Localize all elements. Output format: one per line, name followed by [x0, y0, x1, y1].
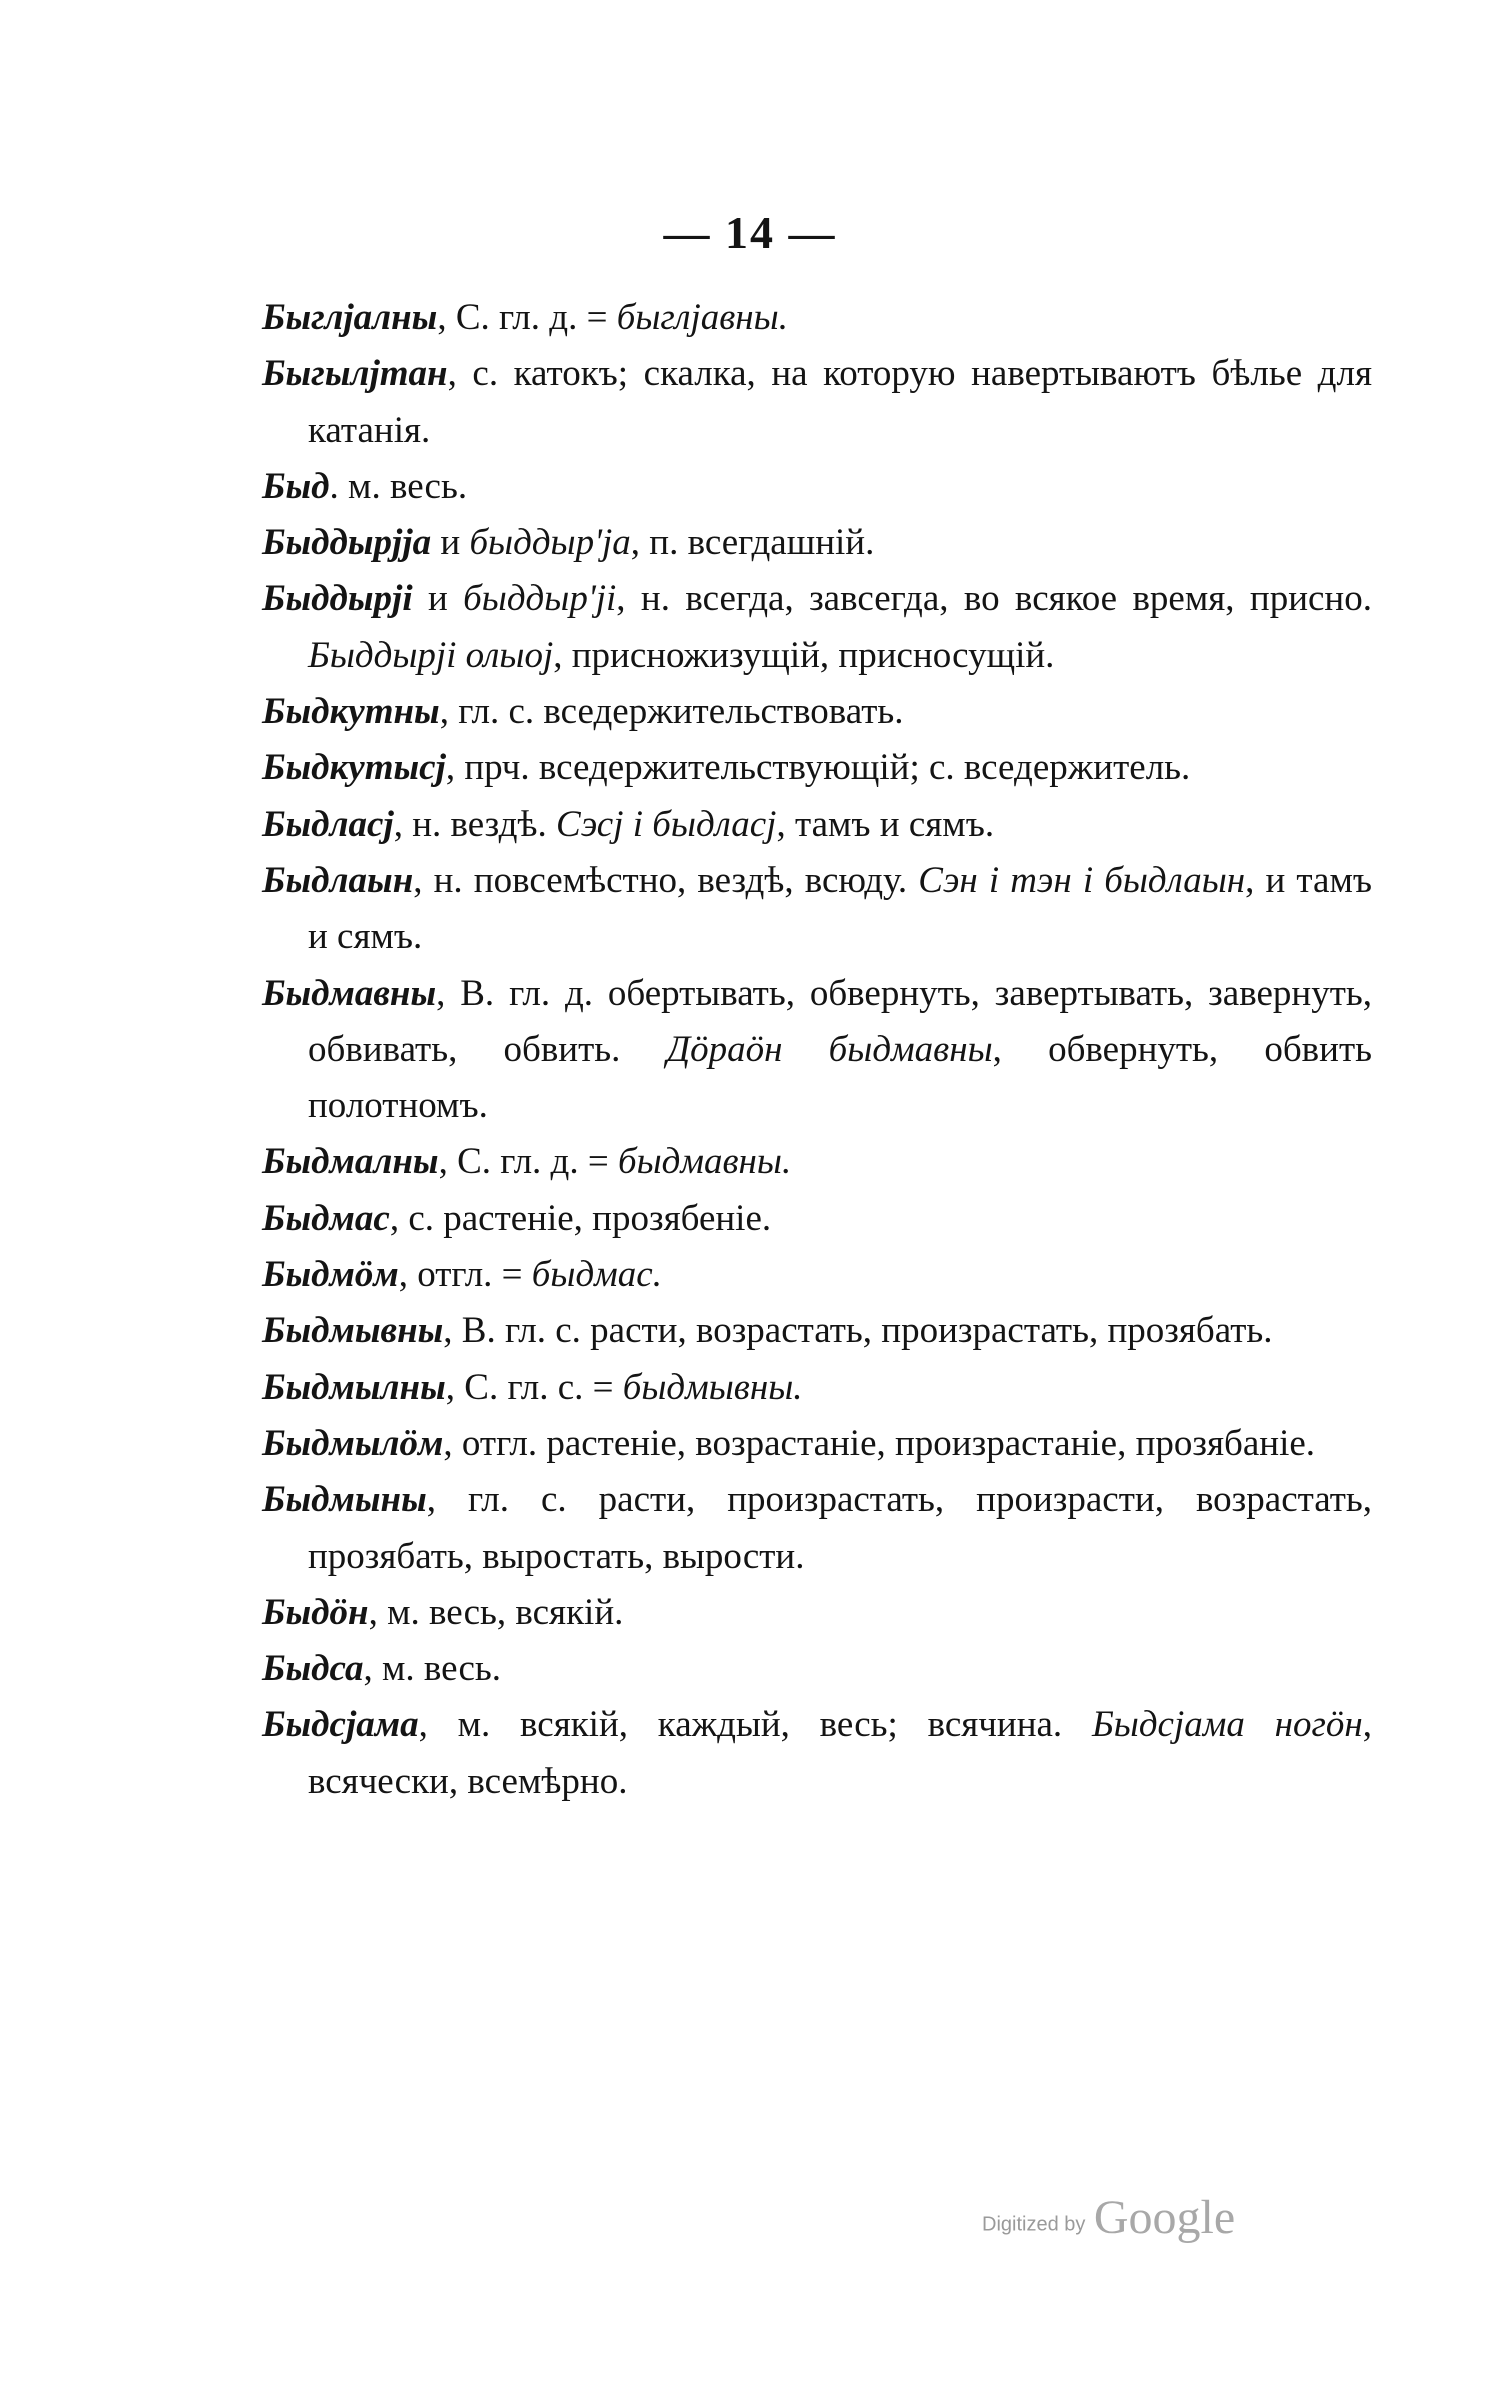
dictionary-entry: [262, 515, 1372, 571]
headword: Быддырјі: [262, 578, 413, 620]
dictionary-entry: [262, 1247, 1372, 1303]
italic-text: Дöраöн быдмавны: [666, 1028, 993, 1070]
dictionary-entry: [262, 853, 1372, 966]
italic-text: Сэсј і быдласј: [556, 803, 777, 845]
italic-text: быддыр'јі: [463, 578, 617, 620]
headword: Быддырјја: [262, 522, 432, 564]
dictionary-entry: [262, 1697, 1372, 1810]
definition-text: , гл. с. расти, произрастать, произрасти, возрастать, прозябать, выростать, вырости.: [308, 1479, 1372, 1577]
headword: Быд: [262, 465, 330, 507]
watermark-prefix: Digitized by: [982, 2213, 1086, 2236]
dictionary-entry: [262, 1585, 1372, 1641]
digitized-by-google-watermark: [982, 2190, 1282, 2250]
definition-text: , м. всякій, каждый, весь; всячина.: [418, 1704, 1092, 1746]
dictionary-entry: [262, 290, 1372, 346]
dictionary-entry: [262, 1303, 1372, 1359]
definition-text: , С. гл. д. =: [438, 1141, 618, 1183]
dictionary-entry: [262, 346, 1372, 459]
italic-text: Быддырјі олыој: [308, 634, 554, 676]
headword: Быдмöм: [262, 1254, 399, 1296]
definition-text: , всячески, всемѣрно.: [308, 1704, 1373, 1802]
definition-text: . м. весь.: [329, 465, 468, 507]
headword: Быдмалны: [262, 1141, 439, 1183]
headword: Быдсјама: [262, 1704, 419, 1746]
definition-text: , м. весь.: [363, 1648, 502, 1690]
page-number: — 14 —: [663, 207, 837, 258]
definition-text: , С. гл. с. =: [445, 1366, 623, 1408]
dictionary-entry: [262, 459, 1372, 515]
dictionary-entry: [262, 797, 1372, 853]
definition-text: , прч. вседержительствующій; с. вседержитель.: [445, 747, 1191, 789]
headword: Быдкутны: [262, 691, 440, 733]
definition-text: , н. вездѣ.: [393, 803, 557, 845]
definition-text: и: [412, 578, 464, 620]
headword: Быглјалны: [262, 297, 438, 338]
dictionary-entry: [262, 1472, 1372, 1585]
dictionary-entry: [262, 571, 1372, 684]
definition-text: , тамъ и сямъ.: [776, 803, 995, 845]
definition-text: , н. повсемѣстно, вездѣ, всюду.: [413, 859, 919, 901]
definition-text: , н. всегда, завсегда, во всякое время, присно.: [616, 578, 1372, 620]
headword: Быгылјтан: [262, 353, 448, 395]
definition-text: и: [431, 522, 470, 564]
headword: Быдкутысј: [262, 747, 446, 789]
headword: Быдмылöм: [262, 1422, 444, 1464]
definition-text: , и тамъ и сямъ.: [308, 859, 1372, 958]
italic-text: быдмас.: [531, 1254, 662, 1296]
headword: Быдласј: [262, 803, 394, 845]
headword: Быдса: [262, 1648, 364, 1690]
italic-text: быглјавны.: [616, 297, 788, 338]
definition-text: , с. катокъ; скалка, на которую навертываютъ бѣлье для катанія.: [308, 353, 1372, 451]
definition-text: , присножизущій, присносущій.: [553, 634, 1055, 676]
italic-text: быдмывны.: [622, 1366, 803, 1408]
dictionary-entry: [262, 1641, 1372, 1697]
dictionary-entry: [262, 740, 1372, 796]
italic-text: Быдсјама ногöн: [1091, 1704, 1363, 1746]
dictionary-entry: [262, 1134, 1372, 1190]
headword: Быдмывны: [262, 1310, 444, 1352]
dictionary-entry: [262, 1416, 1372, 1472]
dictionary-entry: [262, 1360, 1372, 1416]
headword: Быдмавны: [262, 972, 437, 1014]
definition-text: , В. гл. д. обертывать, обвернуть, завертывать, завернуть, обвивать, обвить.: [308, 972, 1372, 1070]
headword: Быдлаын: [262, 859, 414, 901]
italic-text: быддыр'ја: [469, 522, 631, 564]
definition-text: , обвернуть, обвить полотномъ.: [308, 1028, 1372, 1127]
headword: Быдмыны: [262, 1479, 427, 1521]
dictionary-entry: [262, 966, 1372, 1135]
definition-text: , с. растеніе, прозябеніе.: [389, 1197, 772, 1239]
definition-text: , С. гл. д. =: [437, 297, 617, 338]
definition-text: , п. всегдашній.: [630, 522, 875, 564]
definition-text: , м. весь, всякій.: [368, 1591, 624, 1633]
headword: Быдмас: [262, 1197, 390, 1239]
headword: Быдмылны: [262, 1366, 446, 1408]
headword: Быдöн: [262, 1591, 369, 1633]
definition-text: , отгл. растеніе, возрастаніе, произрастаніе, прозябаніе.: [443, 1422, 1316, 1464]
dictionary-entries: [262, 290, 1372, 1810]
italic-text: быдмавны.: [617, 1141, 792, 1183]
definition-text: , отгл. =: [398, 1254, 532, 1296]
italic-text: Сэн і тэн і быдлаын: [918, 859, 1246, 901]
dictionary-entry: [262, 684, 1372, 740]
dictionary-entry: [262, 1191, 1372, 1247]
definition-text: , В. гл. с. расти, возрастать, произрастать, прозябать.: [443, 1310, 1273, 1352]
google-logo: Google: [1093, 2191, 1236, 2244]
definition-text: , гл. с. вседержительствовать.: [439, 691, 904, 733]
